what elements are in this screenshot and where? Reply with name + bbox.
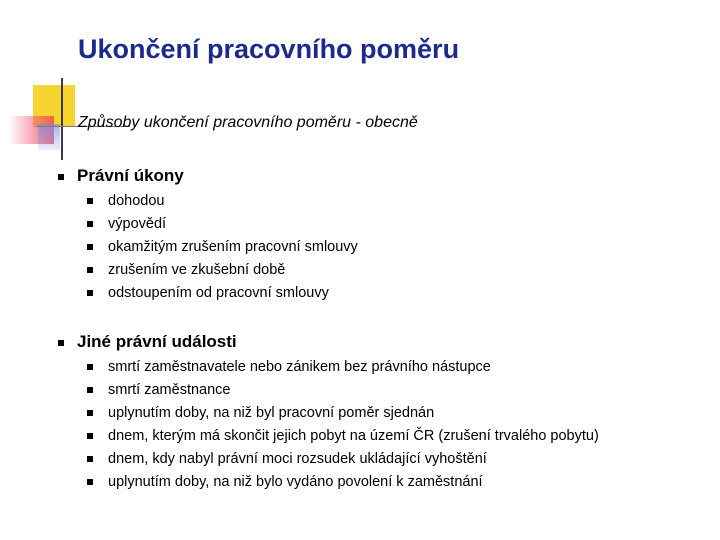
slide-title: Ukončení pracovního poměru [78, 34, 460, 64]
list-item-text: dnem, kterým má skončit jejich pobyt na území ČR (zrušení trvalého pobytu) [108, 428, 599, 444]
list-item-text: dohodou [108, 193, 165, 209]
section-heading-text: Jiné právní události [77, 332, 237, 351]
square-bullet-icon [87, 244, 93, 250]
square-bullet-icon [87, 364, 93, 370]
square-bullet-icon [87, 479, 93, 485]
list-item-text: smrtí zaměstnavatele nebo zánikem bez právního nástupce [108, 359, 491, 375]
list-item-text: uplynutím doby, na niž bylo vydáno povolení k zaměstnání [108, 474, 483, 490]
square-bullet-icon [87, 387, 93, 393]
list-item-text: výpovědí [108, 216, 167, 232]
square-bullet-icon [58, 340, 64, 346]
list-item-text: dnem, kdy nabyl právní moci rozsudek ukládající vyhoštění [108, 451, 487, 467]
decorative-vertical-line [61, 78, 63, 160]
list-item-text: uplynutím doby, na niž byl pracovní poměr sjednán [108, 405, 435, 421]
square-bullet-icon [58, 174, 64, 180]
square-bullet-icon [87, 198, 93, 204]
square-bullet-icon [87, 433, 93, 439]
square-bullet-icon [87, 221, 93, 227]
square-bullet-icon [87, 267, 93, 273]
square-bullet-icon [87, 456, 93, 462]
decorative-blue-square [38, 124, 60, 150]
list-item-text: okamžitým zrušením pracovní smlouvy [108, 239, 358, 255]
slide-subtitle: Způsoby ukončení pracovního poměru - obecně [78, 114, 418, 131]
list-item-text: smrtí zaměstnance [108, 382, 231, 398]
square-bullet-icon [87, 290, 93, 296]
list-item-text: zrušením ve zkušební době [108, 262, 286, 278]
list-item-text: odstoupením od pracovní smlouvy [108, 285, 329, 301]
square-bullet-icon [87, 410, 93, 416]
section-heading-text: Právní úkony [77, 166, 184, 185]
